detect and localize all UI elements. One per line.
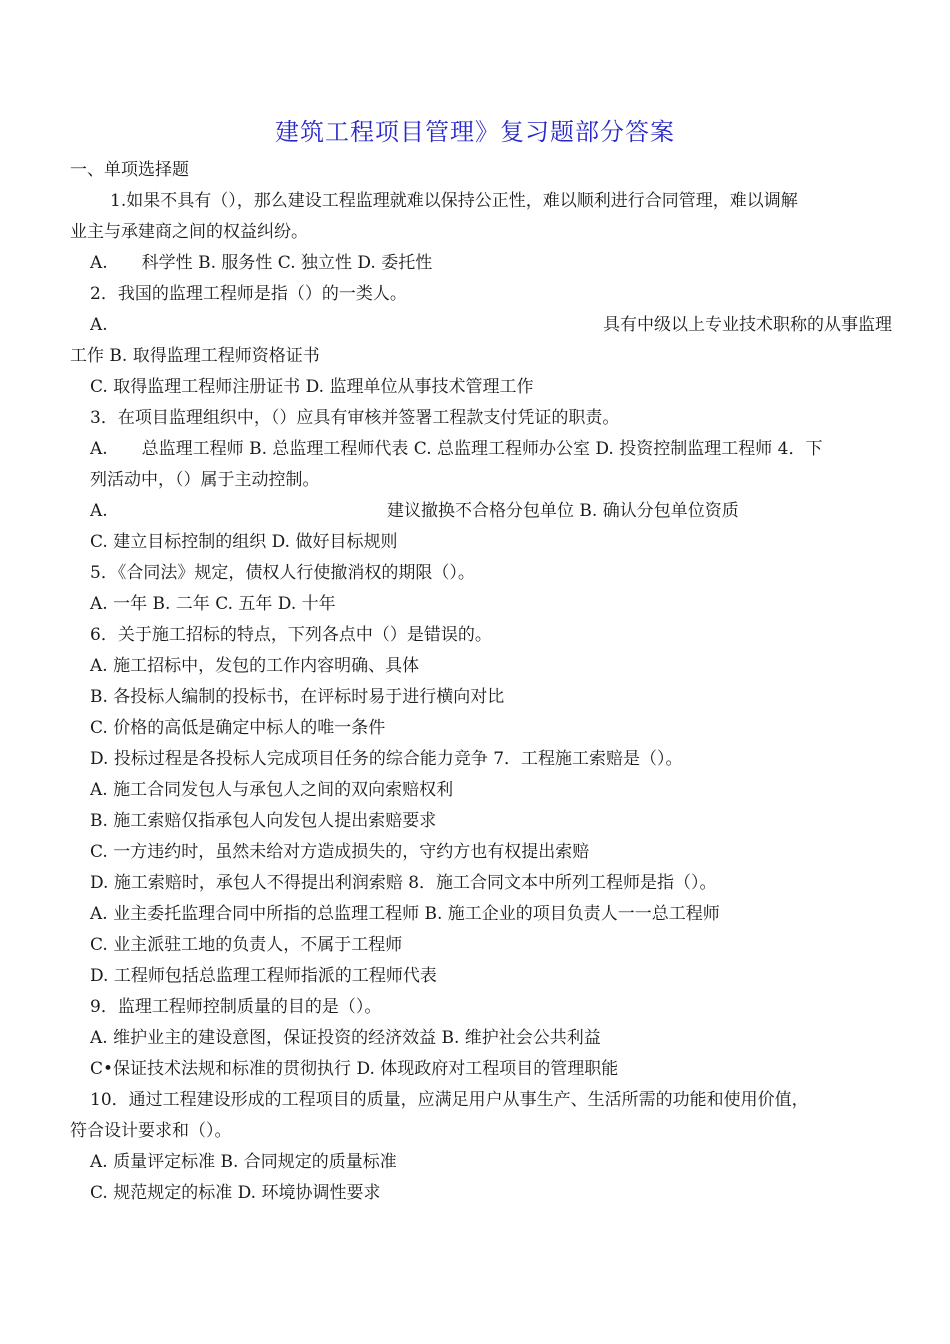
section-heading: 一、单项选择题	[70, 160, 189, 180]
question-10-options-cd: C. 规范规定的标准 D. 环境协调性要求	[90, 1183, 381, 1203]
question-1-line-2: 业主与承建商之间的权益纠纷。	[70, 222, 308, 242]
question-6-option-a: A. 施工招标中，发包的工作内容明确、具体	[90, 656, 420, 676]
question-3-stem: 3．在项目监理组织中，（）应具有审核并签署工程款支付凭证的职责。	[90, 408, 620, 428]
question-6-option-b: B. 各投标人编制的投标书，在评标时易于进行横向对比	[90, 687, 505, 707]
question-8-option-d: D. 工程师包括总监理工程师指派的工程师代表	[90, 966, 437, 986]
question-2-options-cd: C. 取得监理工程师注册证书 D. 监理单位从事技术管理工作	[90, 377, 534, 397]
question-10-stem: 10．通过工程建设形成的工程项目的质量，应满足用户从事生产、生活所需的功能和使用价值，	[90, 1090, 809, 1110]
question-7-option-d: D. 施工索赔时，承包人不得提出利润索赔 8．施工合同文本中所列工程师是指（）。	[90, 873, 717, 893]
question-1-options: A. 科学性 B. 服务性 C. 独立性 D. 委托性	[90, 253, 433, 273]
question-4-options-cd: C. 建立目标控制的组织 D. 做好目标规则	[90, 532, 398, 552]
question-7-option-b: B. 施工索赔仅指承包人向发包人提出索赔要求	[90, 811, 437, 831]
question-7-option-a: A. 施工合同发包人与承包人之间的双向索赔权利	[90, 780, 454, 800]
question-4-option-a-label: A.	[90, 501, 108, 521]
question-2-options-cont: 工作 B. 取得监理工程师资格证书	[70, 346, 320, 366]
document-title: 建筑工程项目管理》复习题部分答案	[275, 118, 675, 146]
question-4-stem-cont: 列活动中，（）属于主动控制。	[90, 470, 320, 490]
question-5-options: A. 一年 B. 二年 C. 五年 D. 十年	[90, 594, 336, 614]
question-2-option-a-text: 具有中级以上专业技术职称的从事监理	[603, 315, 892, 335]
question-6-stem: 6．关于施工招标的特点，下列各点中（）是错误的。	[90, 625, 492, 645]
text-run: 1.如果不具有（），那么建设工程监理就难以保持公正性，难以顺利进行合同管理，难以调解	[110, 191, 798, 211]
question-8-options-ab: A. 业主委托监理合同中所指的总监理工程师 B. 施工企业的项目负责人一一总工程师	[90, 904, 720, 924]
question-5-stem: 5．《合同法》规定，债权人行使撤消权的期限（）。	[90, 563, 475, 583]
question-2-stem: 2．我国的监理工程师是指（）的一类人。	[90, 284, 407, 304]
question-4-options-ab: 建议撤换不合格分包单位 B. 确认分包单位资质	[387, 501, 739, 521]
question-6-option-d: D. 投标过程是各投标人完成项目任务的综合能力竞争 7．工程施工索赔是（）。	[90, 749, 683, 769]
question-3-options: A. 总监理工程师 B. 总监理工程师代表 C. 总监理工程师办公室 D. 投资控制监理工程师 4．下	[90, 439, 823, 459]
question-10-stem-cont: 符合设计要求和（）。	[70, 1121, 232, 1141]
question-7-option-c: C. 一方违约时，虽然未给对方造成损失的，守约方也有权提出索赔	[90, 842, 590, 862]
question-9-stem: 9．监理工程师控制质量的目的是（）。	[90, 997, 382, 1017]
question-1-line-1	[90, 190, 892, 212]
question-9-options-cd: C•保证技术法规和标准的贯彻执行 D. 体现政府对工程项目的管理职能	[90, 1059, 619, 1079]
question-10-options-ab: A. 质量评定标准 B. 合同规定的质量标准	[90, 1152, 397, 1172]
question-9-options-ab: A. 维护业主的建设意图，保证投资的经济效益 B. 维护社会公共利益	[90, 1028, 601, 1048]
question-8-option-c: C. 业主派驻工地的负责人，不属于工程师	[90, 935, 403, 955]
question-6-option-c: C. 价格的高低是确定中标人的唯一条件	[90, 718, 386, 738]
question-2-option-a-label: A.	[90, 315, 108, 335]
